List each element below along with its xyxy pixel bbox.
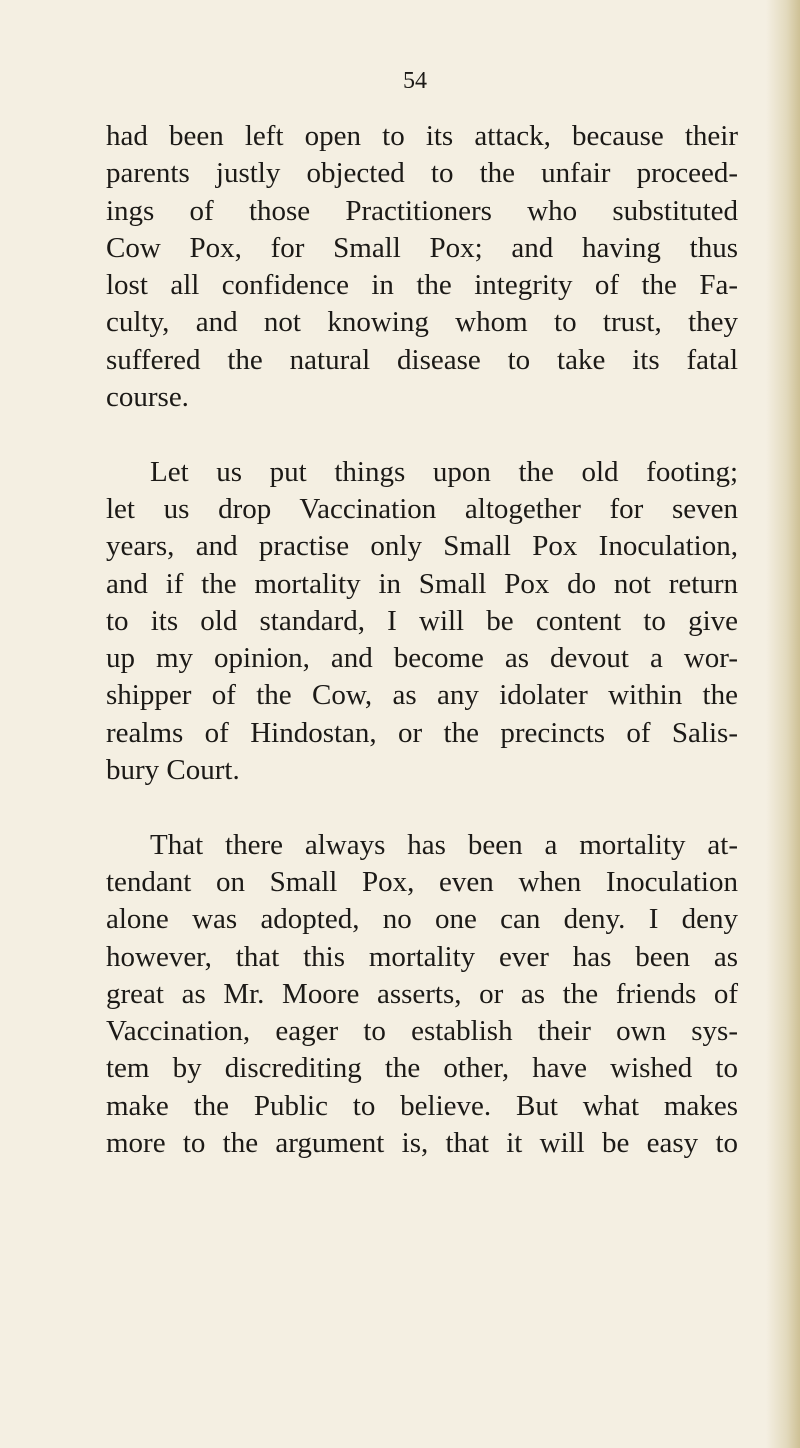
text-line: bury Court. [106, 754, 240, 787]
text-line: culty, and not knowing whom to trust, they [106, 306, 738, 339]
text-line: shipper of the Cow, as any idolater within the [106, 679, 738, 712]
paragraph-spacer [106, 789, 738, 826]
text-line: and if the mortality in Small Pox do not return [106, 567, 738, 600]
text-line: had been left open to its attack, because their [106, 120, 738, 152]
page-number: 54 [403, 68, 427, 94]
paragraph-3 [106, 827, 738, 1163]
text-line: suffered the natural disease to take its fatal [106, 343, 738, 376]
text-line: That there always has been a mortality at- [150, 828, 738, 861]
text-line: Let us put things upon the old footing; [150, 455, 738, 488]
text-line: great as Mr. Moore asserts, or as the friends of [106, 977, 738, 1010]
paragraph-spacer [106, 416, 738, 453]
page-edge-shading [766, 0, 800, 1448]
text-line: let us drop Vaccination altogether for seven [106, 492, 738, 525]
text-line: however, that this mortality ever has been as [106, 940, 738, 973]
text-line: course. [106, 381, 189, 414]
text-line: parents justly objected to the unfair proceed- [106, 157, 738, 190]
text-line: more to the argument is, that it will be easy to [106, 1127, 738, 1160]
text-line: tendant on Small Pox, even when Inoculation [106, 865, 738, 898]
text-line: make the Public to believe. But what makes [106, 1089, 738, 1122]
text-line: realms of Hindostan, or the precincts of Salis- [106, 716, 738, 749]
body-text [106, 118, 738, 1162]
text-line: years, and practise only Small Pox Inoculation, [106, 530, 738, 563]
text-line: Vaccination, eager to establish their own sys- [106, 1015, 738, 1048]
text-line: alone was adopted, no one can deny. I deny [106, 903, 738, 936]
paragraph-2 [106, 454, 738, 790]
text-line: lost all confidence in the integrity of the Fa- [106, 269, 738, 302]
text-line: up my opinion, and become as devout a wor- [106, 642, 738, 675]
text-line: to its old standard, I will be content to give [106, 604, 738, 637]
text-line: ings of those Practitioners who substituted [106, 194, 738, 227]
paragraph-1 [106, 118, 738, 416]
text-line: tem by discrediting the other, have wished to [106, 1052, 738, 1085]
text-line: Cow Pox, for Small Pox; and having thus [106, 231, 738, 264]
